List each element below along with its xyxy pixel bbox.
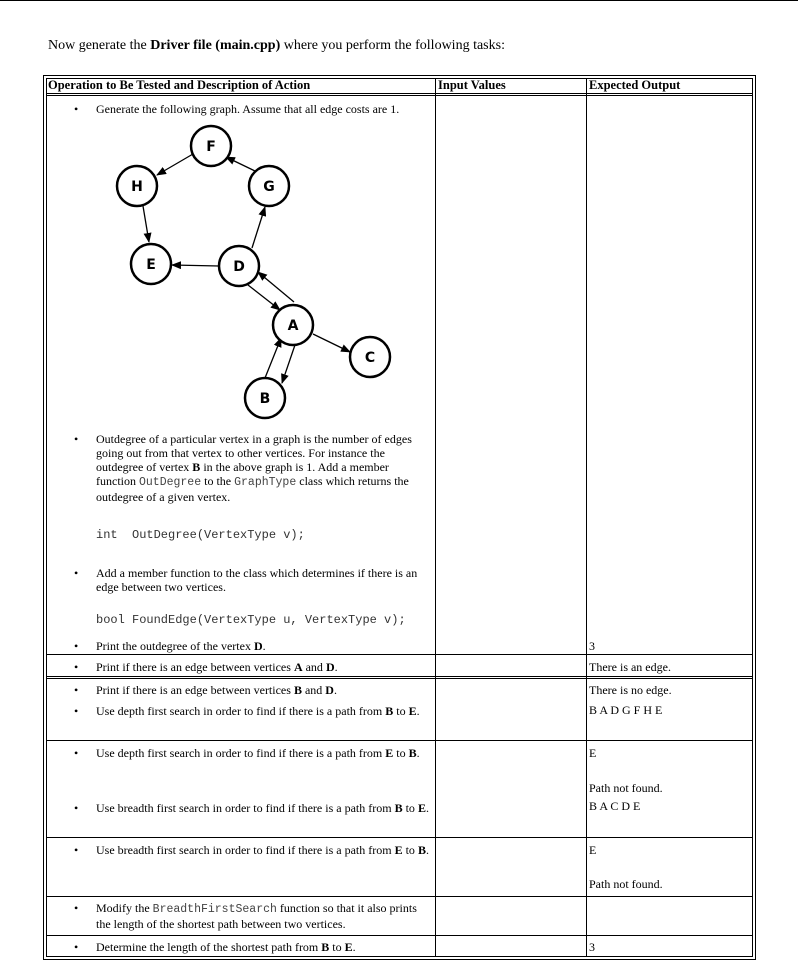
output-dfs-e-b-result: Path not found. — [589, 781, 663, 795]
node-f — [191, 126, 231, 166]
header-input-values: Input Values — [438, 78, 506, 92]
edge-g-f — [226, 157, 257, 172]
edge-a-b — [282, 342, 296, 383]
output-bfs-b-e: B A C D E — [589, 799, 641, 813]
output-dfs-b-e: B A D G F H E — [589, 703, 663, 717]
output-shortest-path: 3 — [589, 940, 595, 954]
svg-text:E: E — [146, 257, 156, 273]
task-generate-graph: Generate the following graph. Assume that all edge costs are 1. — [96, 102, 400, 116]
edge-a-c — [313, 334, 350, 352]
edge-b-a — [265, 338, 281, 378]
node-b — [245, 378, 285, 418]
output-outdegree: 3 — [589, 639, 595, 653]
svg-text:F: F — [206, 139, 216, 155]
bullet: • — [74, 566, 79, 580]
task-shortest-path: Determine the length of the shortest path from B to E. — [96, 940, 356, 954]
bullet: • — [74, 639, 79, 653]
bullet: • — [74, 843, 79, 857]
svg-text:D: D — [233, 259, 245, 275]
bullet: • — [74, 102, 79, 116]
svg-text:B: B — [259, 391, 271, 407]
svg-text:A: A — [287, 318, 299, 334]
intro-text: Now generate the Driver file (main.cpp) where you perform the following tasks: — [48, 38, 505, 53]
output-dfs-e-b-start: E — [589, 746, 597, 760]
node-a — [273, 305, 313, 345]
output-edge-a-d: There is an edge. — [589, 660, 671, 674]
task-bfs-b-e: Use breadth first search in order to find if there is a path from B to E. — [96, 801, 429, 815]
bullet: • — [74, 704, 79, 718]
bullet: • — [74, 746, 79, 760]
output-bfs-e-b-start: E — [589, 843, 597, 857]
node-e — [131, 244, 171, 284]
edge-h-e — [143, 206, 149, 242]
bullet: • — [74, 901, 79, 915]
task-bfs-e-b: Use breadth first search in order to find if there is a path from E to B. — [96, 843, 429, 857]
svg-text:H: H — [131, 179, 143, 195]
edge-d-e — [172, 265, 219, 266]
task-outdegree: Outdegree of a particular vertex in a graph is the number of edges going out from that vertex to other vertices. For instance the outdegree of vertex B in the above graph is 1. Add a member function OutDegree to the GraphType class which returns the outdegree of a given vertex. — [96, 432, 412, 504]
node-h — [117, 166, 157, 206]
task-modify-bfs: Modify the BreadthFirstSearch function so that it also prints the length of the shortest path between two vertices. — [96, 901, 417, 931]
bullet: • — [74, 432, 79, 446]
edge-f-h — [157, 154, 193, 175]
bullet: • — [74, 801, 79, 815]
output-bfs-e-b-result: Path not found. — [589, 877, 663, 891]
header-expected-output: Expected Output — [589, 78, 681, 92]
code-foundedge: bool FoundEdge(VertexType u, VertexType v); — [96, 613, 406, 627]
task-foundedge: Add a member function to the class which determines if there is an edge between two vertices. — [96, 566, 418, 594]
task-dfs-e-b: Use depth first search in order to find if there is a path from E to B. — [96, 746, 420, 760]
edge-d-g — [252, 207, 265, 248]
bullet: • — [74, 940, 79, 954]
svg-text:G: G — [263, 179, 275, 195]
task-edge-a-d: Print if there is an edge between vertices A and D. — [96, 660, 338, 674]
svg-text:C: C — [364, 350, 376, 366]
task-print-outdegree: Print the outdegree of the vertex D. — [96, 639, 266, 653]
node-d — [219, 246, 259, 286]
bullet: • — [74, 660, 79, 674]
node-g — [249, 166, 289, 206]
edge-d-a — [248, 285, 280, 310]
output-edge-b-d: There is no edge. — [589, 683, 672, 697]
header-operation: Operation to Be Tested and Description of Action — [48, 78, 311, 92]
task-dfs-b-e: Use depth first search in order to find if there is a path from B to E. — [96, 704, 420, 718]
bullet: • — [74, 683, 79, 697]
node-c — [350, 337, 390, 377]
code-outdegree: int OutDegree(VertexType v); — [96, 528, 305, 542]
task-edge-b-d: Print if there is an edge between vertices B and D. — [96, 683, 337, 697]
